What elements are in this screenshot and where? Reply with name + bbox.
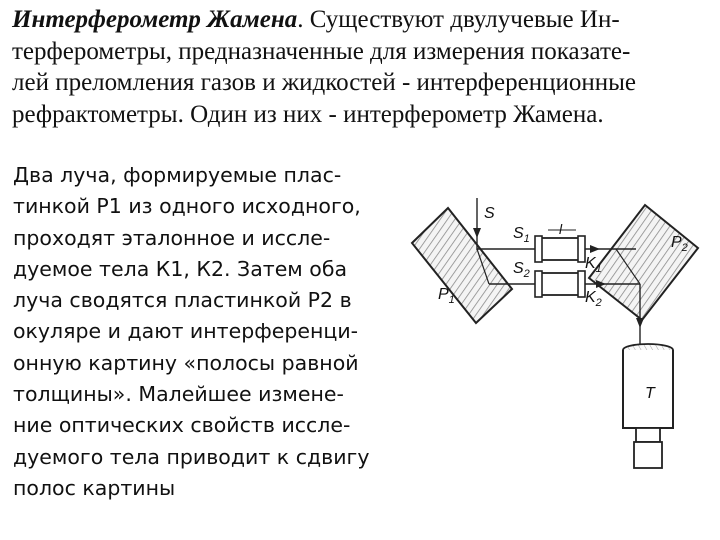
description-line: дуемое тела К1, К2. Затем оба <box>13 256 348 281</box>
label-p2-sub: 2 <box>681 242 688 254</box>
intro-term: Интерферометр Жамена <box>12 6 298 33</box>
telescope-eyepiece <box>634 442 662 468</box>
intro-line-4: рефрактометры. Один из них - интерферометр Жамена. <box>12 100 604 128</box>
label-s1 <box>513 225 530 245</box>
label-s2 <box>513 260 530 280</box>
description-line: окуляре и дают интерференци- <box>13 319 359 344</box>
label-s1-main: S <box>513 225 524 242</box>
label-s1-sub: 1 <box>523 233 530 245</box>
description-line: ние оптических свойств иссле- <box>13 413 351 438</box>
label-k1-main: K <box>585 255 596 272</box>
description-line: толщины». Малейшее измене- <box>13 382 344 407</box>
label-t: T <box>645 385 655 402</box>
description-paragraph <box>13 160 408 504</box>
jamin-interferometer-diagram <box>400 192 715 482</box>
description-line: онную картину «полосы равной <box>13 350 359 375</box>
plate-p1 <box>412 208 512 323</box>
description-line: полос картины <box>13 475 176 500</box>
label-k2-sub: 2 <box>595 297 602 309</box>
intro-paragraph <box>12 4 712 130</box>
label-k2 <box>585 289 602 309</box>
cell-k2-window-left <box>535 271 542 297</box>
label-s2-sub: 2 <box>523 268 530 280</box>
intro-line-1-rest: . Существуют двулучевые Ин- <box>297 6 620 33</box>
description-line: проходят эталонное и иссле- <box>13 225 331 250</box>
intro-line-3: лей преломления газов и жидкостей - интерференционные <box>12 69 636 96</box>
description-line: дуемого тела приводит к сдвигу <box>13 444 370 469</box>
description-line: луча сводятся пластинкой Р2 в <box>13 288 352 313</box>
cell-k1-window-left <box>535 236 542 262</box>
label-l: l <box>559 221 563 237</box>
source-beam-arrow <box>473 228 481 238</box>
telescope-collar <box>636 428 660 442</box>
intro-line-1 <box>12 4 712 36</box>
label-s2-main: S <box>513 260 524 277</box>
label-k2-main: K <box>585 289 596 306</box>
output-beam-arrow <box>636 318 644 328</box>
label-p1-sub: 1 <box>448 294 455 306</box>
description-line: тинкой Р1 из одного исходного, <box>13 194 361 219</box>
cell-k1-window-right <box>578 236 585 262</box>
label-s: S <box>484 205 495 222</box>
label-k1-sub: 1 <box>595 263 602 275</box>
intro-line-2: терферометры, предназначенные для измерения показате- <box>12 37 631 65</box>
beam-s1-arrow <box>590 245 600 253</box>
cell-k1 <box>541 238 579 260</box>
cell-k2 <box>541 273 579 295</box>
plate-p2 <box>589 205 698 320</box>
label-p1-main: P <box>438 286 449 303</box>
description-line: Два луча, формируемые плас- <box>13 163 342 187</box>
cell-k2-window-right <box>578 271 585 297</box>
label-p2-main: P <box>671 234 682 251</box>
